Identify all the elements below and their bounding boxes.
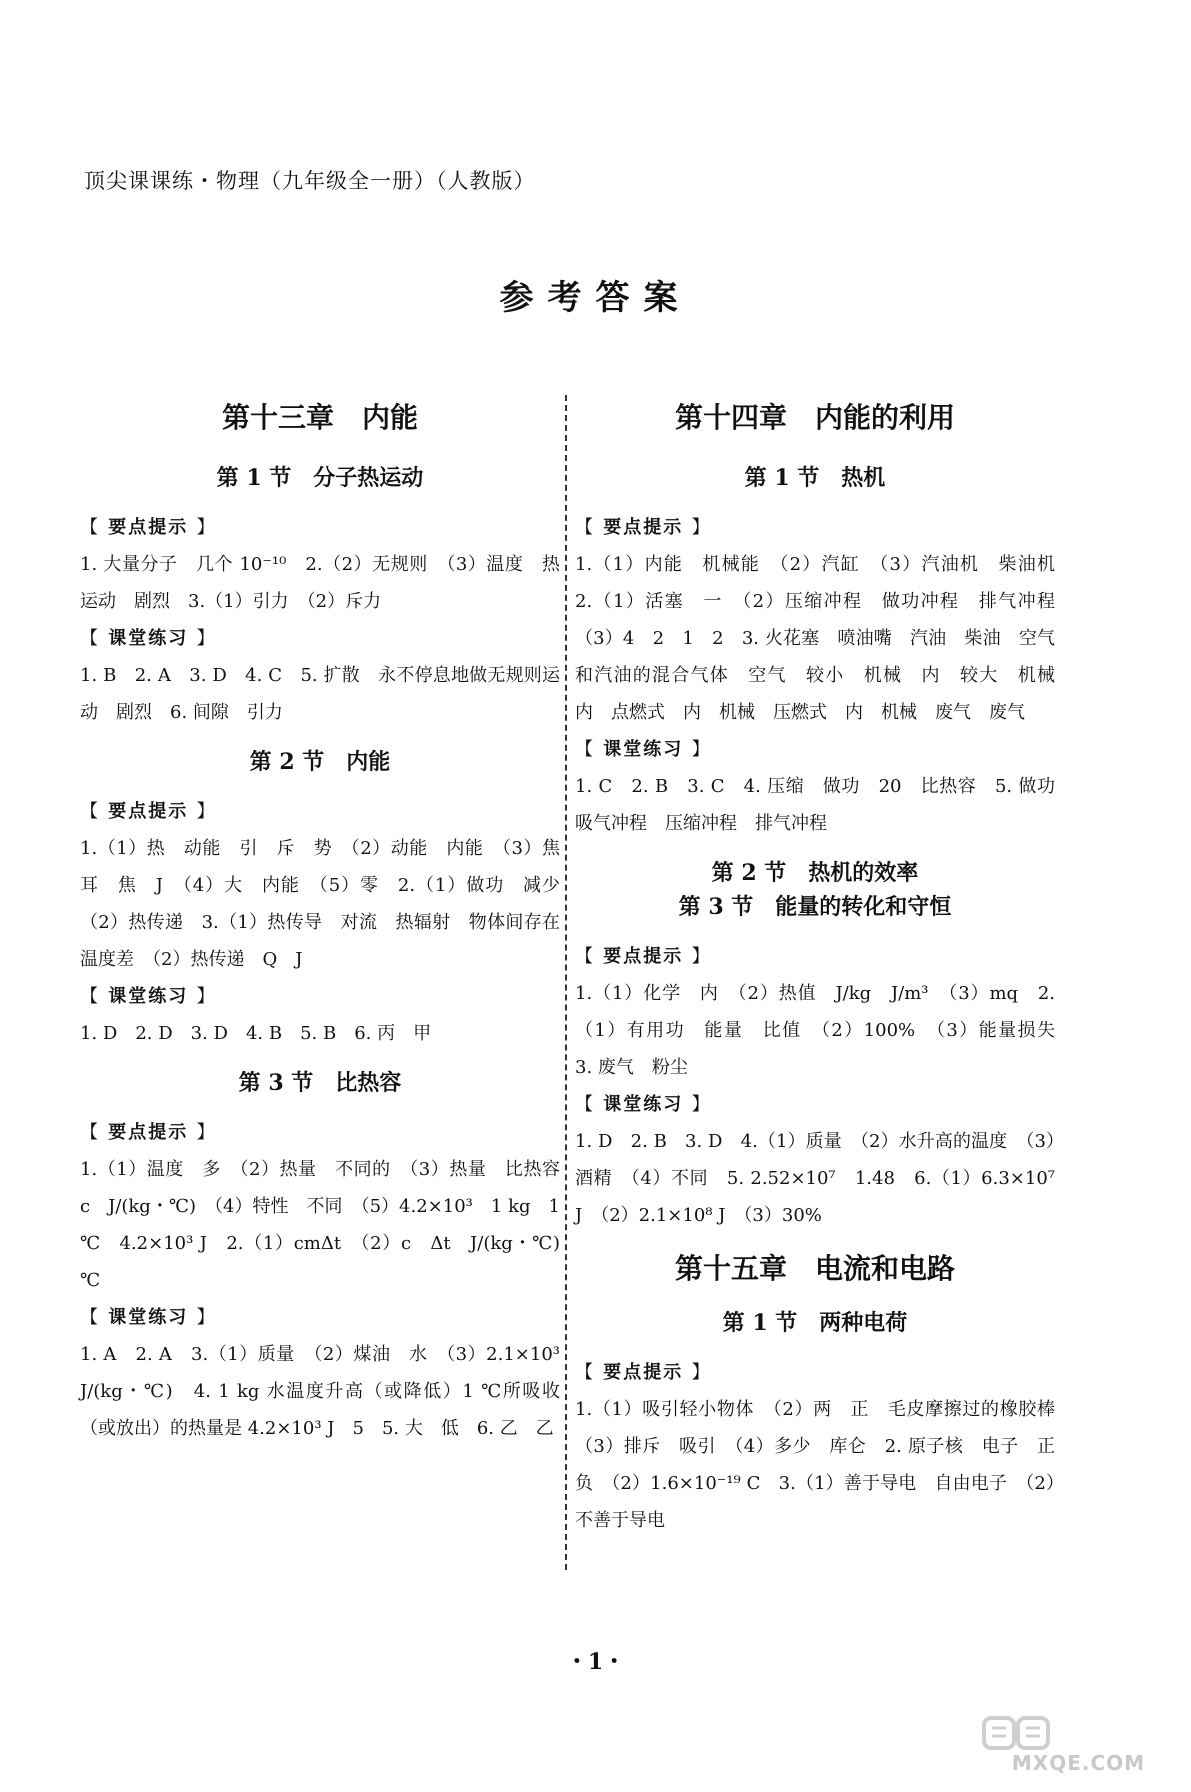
page-number: ・1・ [565, 1649, 626, 1675]
answer-text: 1. A 2. A 3.（1）质量 （2）煤油 水 （3）2.1×10³ J/(kg・℃) 4. 1 kg 水温度升高（或降低）1 ℃所吸收（或放出）的热量是 4.2×10³ J 5 5. 大 低 6. 乙 乙 [80, 1344, 566, 1439]
column-divider [565, 395, 567, 1570]
watermark-logo-icon [982, 1714, 1052, 1754]
watermark [976, 1710, 1181, 1782]
chapter-title: 第十三章 内能 [221, 401, 418, 434]
block-label: 【 要点提示 】 [575, 946, 712, 967]
answer-text: 1. D 2. B 3. D 4.（1）质量 （2）水升高的温度 （3）酒精 （4）不同 5. 2.52×10⁷ 1.48 6.（1）6.3×10⁷ J （2）2.1×10⁸ J （3）30% [575, 1131, 1061, 1226]
section-title: 第 3 节 比热容 [238, 1070, 402, 1096]
answer-text: 1. 大量分子 几个 10⁻¹⁰ 2.（2）无规则 （3）温度 热运动 剧烈 3.（1）引力 （2）斥力 [80, 554, 560, 612]
answer-text: 1.（1）温度 多 （2）热量 不同的 （3）热量 比热容 c J/(kg・℃) （4）特性 不同 （5）4.2×10³ 1 kg 1 ℃ 4.2×10³ J 2.（1）cmΔt （2）c Δt J/(kg・℃) ℃ [80, 1159, 578, 1291]
chapter-title: 第十四章 内能的利用 [674, 401, 955, 434]
block-label: 【 课堂练习 】 [80, 986, 217, 1007]
block-label: 【 要点提示 】 [80, 517, 217, 538]
left-column [80, 395, 578, 1447]
answer-text: 1.（1）吸引轻小物体 （2）两 正 毛皮摩擦过的橡胶棒 （3）排斥 吸引 （4）多少 库仑 2. 原子核 电子 正 负 （2）1.6×10⁻¹⁹ C 3.（1）善于导电 自由电子 （2）不善于导电 [575, 1399, 1073, 1531]
block-label: 【 要点提示 】 [575, 517, 712, 538]
answer-text: 1.（1）内能 机械能 （2）汽缸 （3）汽油机 柴油机 2.（1）活塞 一 （2）压缩冲程 做功冲程 排气冲程 （3）4 2 1 2 3. 火花塞 喷油嘴 汽油 柴油 空气和汽油的混合气体 空气 较小 机械 内 较大 机械 内 点燃式 内 机械 压燃式 内 机械 废气 废气 [575, 554, 1073, 723]
section-title: 第 1 节 两种电荷 [722, 1310, 908, 1336]
block-label: 【 要点提示 】 [80, 801, 217, 822]
block-label: 【 要点提示 】 [80, 1122, 217, 1143]
section-title: 第 2 节 内能 [249, 749, 391, 775]
answer-text: 1. C 2. B 3. C 4. 压缩 做功 20 比热容 5. 做功 吸气冲程 压缩冲程 排气冲程 [575, 776, 1073, 834]
block-label: 【 课堂练习 】 [575, 739, 712, 760]
section-title: 第 2 节 热机的效率 [711, 860, 919, 886]
right-column [575, 395, 1073, 1539]
page-title: 参考答案 [499, 278, 692, 318]
block-label: 【 课堂练习 】 [575, 1094, 712, 1115]
block-label: 【 要点提示 】 [575, 1362, 712, 1383]
block-label: 【 课堂练习 】 [80, 628, 217, 649]
watermark-url: MXQE.COM [1011, 1751, 1146, 1775]
block-label: 【 课堂练习 】 [80, 1307, 217, 1328]
answer-text: 1.（1）热 动能 引 斥 势 （2）动能 内能 （3）焦耳 焦 J （4）大 内能 （5）零 2.（1）做功 减少 （2）热传递 3.（1）热传导 对流 热辐射 物体间存在温度差 （2）热传递 Q J [80, 838, 578, 970]
running-header: 顶尖课课练・物理（九年级全一册）（人教版） [84, 169, 536, 193]
section-title: 第 3 节 能量的转化和守恒 [678, 894, 952, 920]
section-title: 第 1 节 热机 [744, 465, 886, 491]
answer-text: 1. D 2. D 3. D 4. B 5. B 6. 丙 甲 [80, 1023, 432, 1044]
chapter-title: 第十五章 电流和电路 [674, 1252, 955, 1285]
section-title: 第 1 节 分子热运动 [216, 465, 424, 491]
answer-text: 1. B 2. A 3. D 4. C 5. 扩散 永不停息地做无规则运动 剧烈 6. 间隙 引力 [80, 665, 560, 723]
answer-text: 1.（1）化学 内 （2）热值 J/kg J/m³ （3）mq 2.（1）有用功 能量 比值 （2）100% （3）能量损失 3. 废气 粉尘 [575, 983, 1073, 1078]
